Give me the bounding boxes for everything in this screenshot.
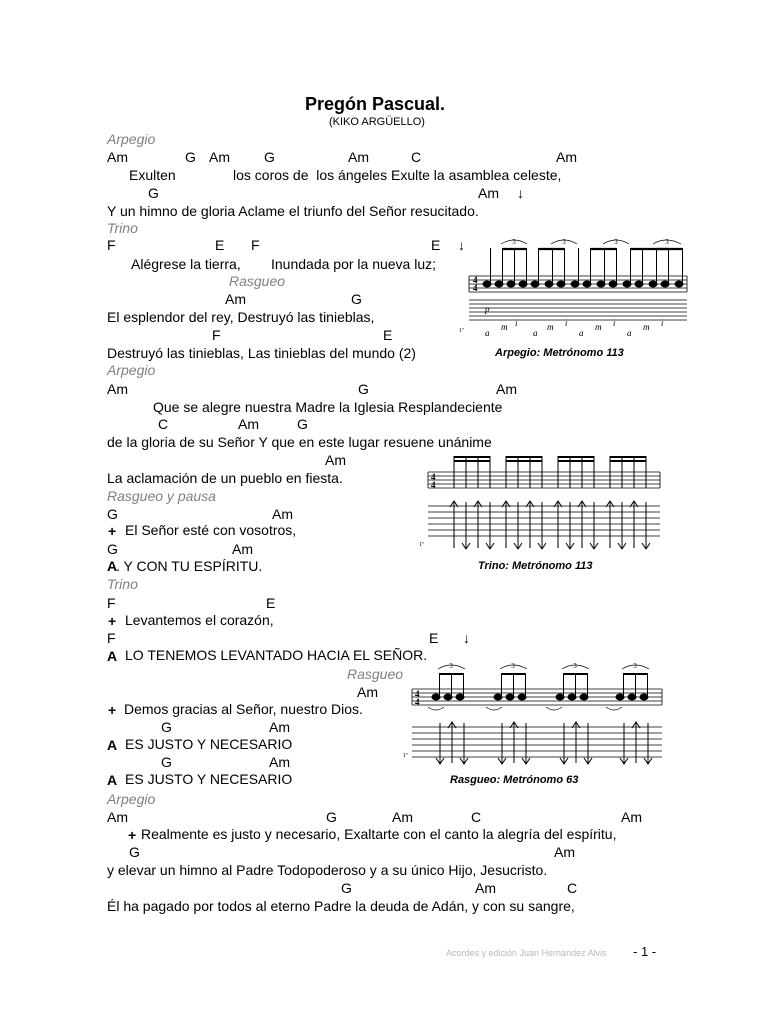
page-number: - 1 - xyxy=(633,944,657,959)
time-signature-top: 4 xyxy=(431,472,436,482)
chord: F xyxy=(107,237,116,253)
lyric-line: Exulten xyxy=(129,167,176,183)
chord: G xyxy=(297,416,308,432)
triplet-mark: 3 xyxy=(665,238,669,246)
chord: F xyxy=(107,595,116,611)
chord: Am xyxy=(272,506,293,522)
celebrant-marker: + xyxy=(128,827,137,843)
finger-mark: i xyxy=(661,318,664,328)
triplet-mark: 3 xyxy=(512,238,516,246)
chord: E xyxy=(429,630,439,646)
lyric-line: Alégrese la tierra, xyxy=(131,256,241,272)
section-label-trino: Trino xyxy=(107,220,138,236)
finger-mark: a xyxy=(533,328,538,338)
lyric-line: ES JUSTO Y NECESARIO xyxy=(125,771,293,787)
chord: E xyxy=(431,237,441,253)
section-label-arpegio: Arpegio xyxy=(107,791,156,807)
chord: Am xyxy=(209,149,230,165)
chord: G xyxy=(264,149,275,165)
lyric-line: los coros de los ángeles Exulte la asamblea celeste, xyxy=(233,167,562,183)
caption-trino: Trino: Metrónomo 113 xyxy=(478,560,593,572)
chord: Am xyxy=(269,754,290,770)
lyric-line: . Y CON TU ESPÍRITU. xyxy=(116,558,263,574)
chord: F xyxy=(251,237,260,253)
chord: G xyxy=(185,149,196,165)
celebrant-marker: + xyxy=(108,523,117,539)
chord: E xyxy=(266,595,276,611)
lyric-line: El Señor esté con vosotros, xyxy=(125,522,297,538)
string-label: 1ª xyxy=(459,328,464,334)
lyric-line: Que se alegre nuestra Madre la Iglesia Resplandeciente xyxy=(153,399,503,415)
trino-notation xyxy=(418,452,668,572)
triplet-mark: 3 xyxy=(562,238,566,246)
footer-credit: Acordes y edición Juan Hernandez Alvis xyxy=(446,948,607,958)
chord: C xyxy=(567,880,578,896)
chord: C xyxy=(158,416,169,432)
chord: Am xyxy=(107,381,128,397)
lyric-line: de la gloria de su Señor Y que en este lugar resuene unánime xyxy=(107,434,492,450)
finger-mark: i xyxy=(515,318,518,328)
lyric-line: Inundada por la nueva luz; xyxy=(271,256,437,272)
arpegio-notation xyxy=(455,234,695,359)
triplet-mark: 3 xyxy=(633,662,637,670)
finger-mark: i xyxy=(613,318,616,328)
strum-arrow: ↓ xyxy=(463,630,470,646)
lyric-line: Y un himno de gloria Aclame el triunfo del Señor resucitado. xyxy=(107,203,479,219)
lyric-line: ES JUSTO Y NECESARIO xyxy=(125,736,293,752)
lyric-line: El esplendor del rey, Destruyó las tinieblas, xyxy=(107,309,375,325)
lyric-line: Levantemos el corazón, xyxy=(125,612,274,628)
lyric-line: La aclamación de un pueblo en fiesta. xyxy=(107,470,343,486)
assembly-marker: A xyxy=(107,648,118,664)
lyric-line: Realmente es justo y necesario, Exaltarte con el canto la alegría del espíritu, xyxy=(141,826,617,842)
chord: Am xyxy=(357,684,378,700)
chord: Am xyxy=(392,809,413,825)
chord: F xyxy=(212,327,221,343)
chord: F xyxy=(107,630,116,646)
time-signature-bottom: 4 xyxy=(431,480,436,490)
chord: G xyxy=(129,844,140,860)
chord: Am xyxy=(475,880,496,896)
string-label: 1ª xyxy=(403,753,408,759)
chord: G xyxy=(148,185,159,201)
chord: G xyxy=(326,809,337,825)
time-signature-top: 4 xyxy=(473,275,478,285)
assembly-marker: A xyxy=(107,737,118,753)
finger-mark: p xyxy=(485,304,490,314)
chord: C xyxy=(411,149,422,165)
finger-mark: a xyxy=(579,328,584,338)
chord: Am xyxy=(107,809,128,825)
section-label-arpegio: Arpegio xyxy=(107,131,156,147)
chord: Am xyxy=(107,149,128,165)
section-label-rasgueo-pausa: Rasgueo y pausa xyxy=(107,488,216,504)
finger-mark: m xyxy=(643,322,650,332)
assembly-marker: A xyxy=(107,772,118,788)
finger-mark: m xyxy=(547,322,554,332)
lyric-line: y elevar un himno al Padre Todopoderoso y a su único Hijo, Jesucristo. xyxy=(107,862,548,878)
chord: Am xyxy=(232,541,253,557)
section-label-trino: Trino xyxy=(107,576,138,592)
time-signature-bottom: 4 xyxy=(473,283,478,293)
strum-arrow: ↓ xyxy=(517,185,524,201)
rasgueo-notation xyxy=(400,659,668,786)
chord: G xyxy=(107,506,118,522)
time-signature-bottom: 4 xyxy=(415,697,420,707)
chord: G xyxy=(341,880,352,896)
lyric-line: Demos gracias al Señor, nuestro Dios. xyxy=(124,701,363,717)
chord: E xyxy=(215,237,225,253)
lyric-line: Destruyó las tinieblas, Las tinieblas del mundo (2) xyxy=(107,345,416,361)
time-signature-top: 4 xyxy=(415,689,420,699)
lyric-line: LO TENEMOS LEVANTADO HACIA EL SEÑOR. xyxy=(125,647,428,663)
chord: G xyxy=(161,754,172,770)
triplet-mark: 3 xyxy=(511,662,515,670)
chord: Am xyxy=(269,719,290,735)
section-label-arpegio: Arpegio xyxy=(107,362,156,378)
chord: Am xyxy=(225,291,246,307)
finger-mark: m xyxy=(501,322,508,332)
triplet-mark: 3 xyxy=(449,662,453,670)
chord: G xyxy=(358,381,369,397)
chord: Am xyxy=(238,416,259,432)
finger-mark: m xyxy=(595,322,602,332)
chord: Am xyxy=(348,149,369,165)
page-subtitle: (KIKO ARGÜELLO) xyxy=(329,116,425,128)
section-label-rasgueo: Rasgueo xyxy=(347,666,404,682)
caption-rasgueo: Rasgueo: Metrónomo 63 xyxy=(450,774,579,786)
chord: Am xyxy=(554,844,575,860)
chord: G xyxy=(351,291,362,307)
chord: Am xyxy=(556,149,577,165)
celebrant-marker: + xyxy=(108,613,117,629)
finger-mark: a xyxy=(485,328,490,338)
chord: E xyxy=(383,327,393,343)
caption-arpegio: Arpegio: Metrónomo 113 xyxy=(495,347,624,359)
chord: C xyxy=(471,809,482,825)
lyric-line: Él ha pagado por todos al eterno Padre la deuda de Adán, y con su sangre, xyxy=(107,898,575,914)
chord: Am xyxy=(325,452,346,468)
string-label: 1ª xyxy=(419,542,424,548)
chord: Am xyxy=(621,809,642,825)
chord: G xyxy=(161,719,172,735)
strum-arrow: ↓ xyxy=(458,237,465,253)
triplet-mark: 3 xyxy=(614,238,618,246)
page-title: Pregón Pascual. xyxy=(305,94,446,114)
celebrant-marker: + xyxy=(108,702,117,718)
finger-mark: a xyxy=(627,328,632,338)
finger-mark: i xyxy=(565,318,568,328)
chord: G xyxy=(107,541,118,557)
assembly-marker: A xyxy=(107,558,118,574)
chord: Am xyxy=(496,381,517,397)
section-label-rasgueo: Rasgueo xyxy=(229,273,286,289)
chord: Am xyxy=(478,185,499,201)
triplet-mark: 3 xyxy=(573,662,577,670)
